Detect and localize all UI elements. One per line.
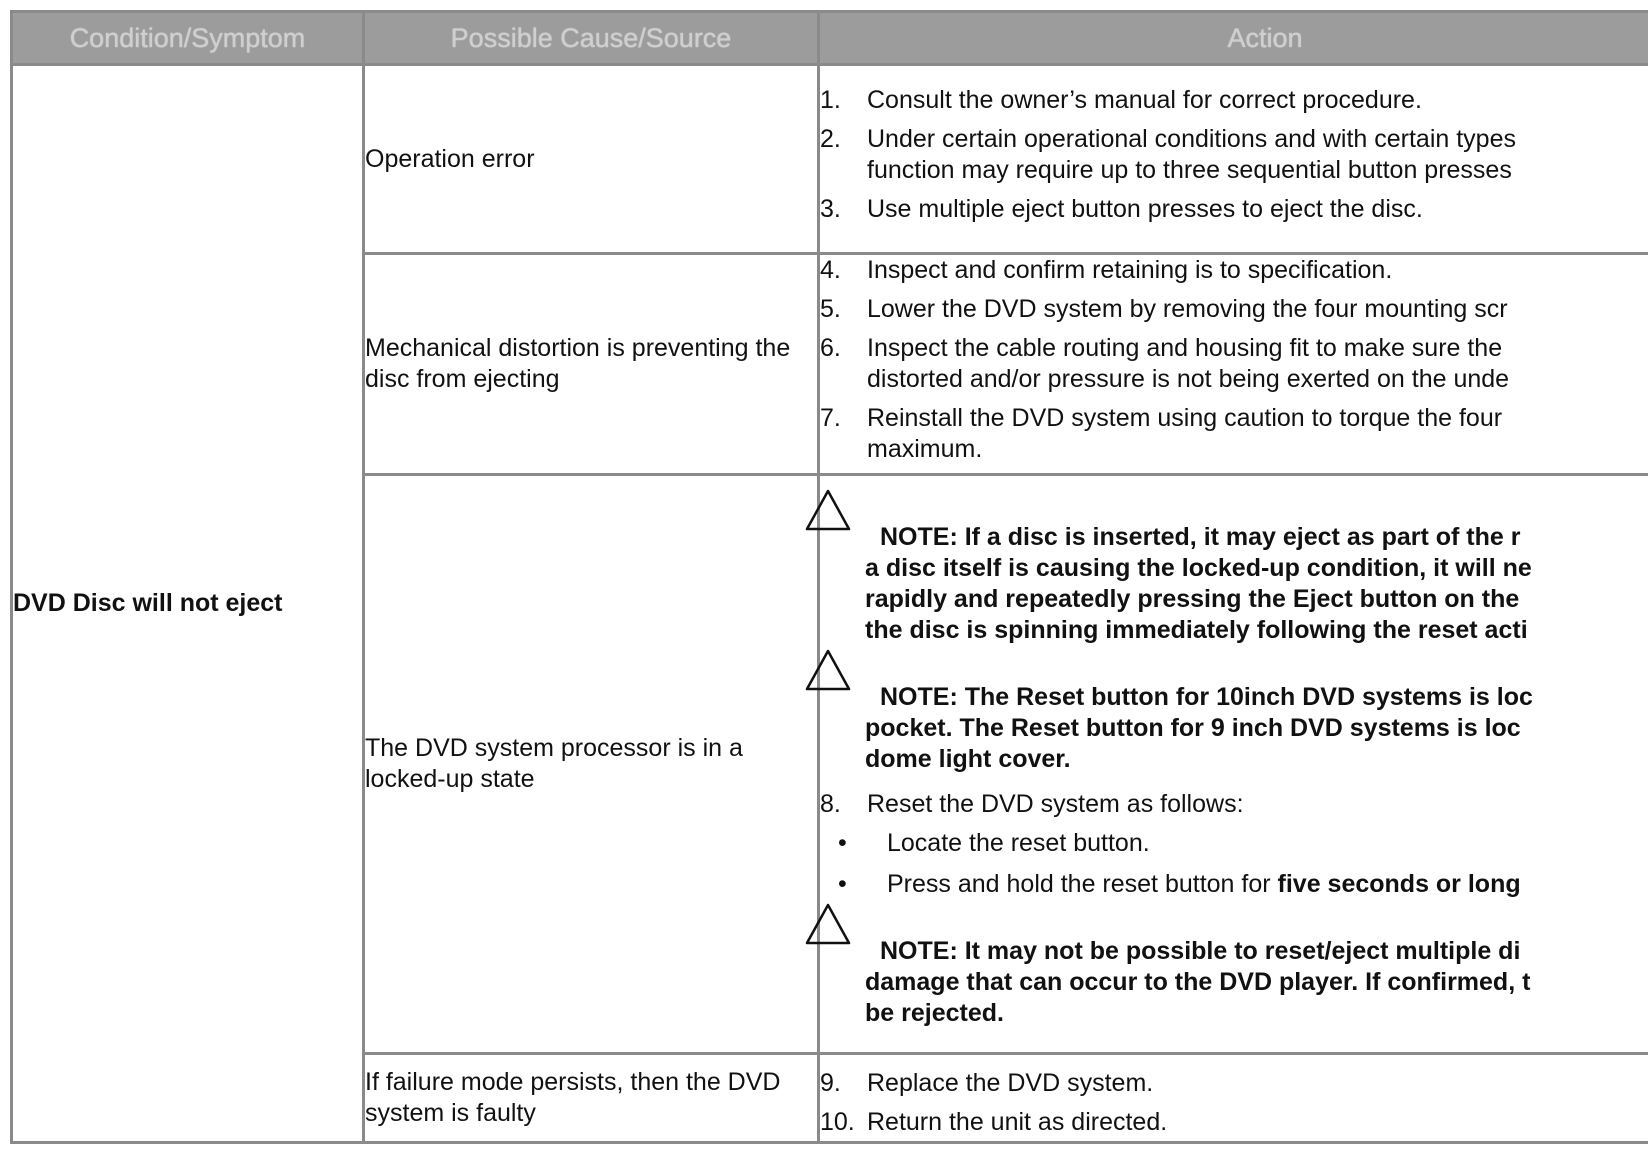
condition-cell: DVD Disc will not eject [12,65,364,1143]
note-line: pocket. The Reset button for 9 inch DVD systems is loc [865,713,1521,742]
note-line: be rejected. [865,998,1004,1027]
table-row [12,65,1648,254]
note-line: damage that can occur to the DVD player. If confirmed, t [865,967,1531,996]
step-text: Reinstall the DVD system using caution to torque the four maximum. [867,404,1503,463]
step-text: Under certain operational conditions and with certain types function may require up to three sequential button presses [867,125,1516,184]
cause-cell: If failure mode persists, then the DVD system is faulty [364,1054,819,1143]
note-block [820,522,1648,646]
step-text: Consult the owner’s manual for correct procedure. [867,86,1422,114]
action-cell [819,1054,1648,1143]
header-cause: Possible Cause/Source [364,12,819,65]
step-number: 8. [820,789,841,818]
action-cell [819,65,1648,254]
note-block [820,936,1648,1029]
action-step [820,294,1648,325]
cause-cell: Operation error [364,65,819,254]
action-steps [820,255,1648,465]
caution-triangle-icon [804,648,852,692]
caution-triangle-icon [804,488,852,532]
cause-cell: The DVD system processor is in a locked-up state [364,475,819,1054]
step-number: 3. [820,195,841,223]
step-text: Inspect and confirm retaining is to specification. [867,256,1393,284]
action-step [820,1107,1648,1138]
bullet-icon: • [838,869,847,898]
step-number: 6. [820,334,841,362]
caution-triangle-icon [804,902,852,946]
action-step [820,255,1648,286]
action-step [820,1068,1648,1099]
step-number: 1. [820,86,841,114]
action-step [820,194,1648,225]
header-action: Action [819,12,1648,65]
step-text: Replace the DVD system. [867,1069,1154,1097]
action-steps [820,789,1648,820]
step-text: Reset the DVD system as follows: [867,789,1244,818]
step-text: Use multiple eject button presses to eject the disc. [867,195,1423,223]
step-text: Inspect the cable routing and housing fit to make sure the distorted and/or pressure is not being exerted on the unde [867,334,1510,393]
step-number: 2. [820,125,841,153]
action-step [820,789,1648,820]
action-step [820,403,1648,465]
action-step [820,85,1648,116]
step-text: Return the unit as directed. [867,1108,1168,1136]
note-line: a disc itself is causing the locked-up condition, it will ne [865,553,1532,582]
step-text: Lower the DVD system by removing the four mounting scr [867,295,1508,323]
bullet-icon: • [838,828,847,857]
action-steps [820,1068,1648,1138]
header-row [12,12,1648,65]
action-cell [819,475,1648,1054]
action-cell [819,254,1648,475]
note-block [820,682,1648,775]
note-line: dome light cover. [865,744,1071,773]
step-number: 4. [820,256,841,284]
action-step [820,124,1648,186]
action-steps [820,85,1648,225]
bullet-emphasis: five seconds or long [1277,869,1521,898]
note-line: rapidly and repeatedly pressing the Eject button on the [865,584,1520,613]
step-number: 9. [820,1069,841,1097]
cause-cell: Mechanical distortion is preventing the disc from ejecting [364,254,819,475]
bullet-text: Press and hold the reset button for [887,869,1278,898]
note-line: the disc is spinning immediately following the reset acti [865,615,1528,644]
step-number: 7. [820,404,841,432]
step-number: 5. [820,295,841,323]
bullet-item [838,828,1648,859]
action-step [820,333,1648,395]
note-first-line: NOTE: The Reset button for 10inch DVD systems is loc [880,682,1533,711]
step-number: 10. [820,1108,855,1136]
note-first-line: NOTE: If a disc is inserted, it may eject as part of the r [880,522,1521,551]
note-first-line: NOTE: It may not be possible to reset/eject multiple di [880,936,1521,965]
troubleshooting-table [10,10,1648,1144]
bullet-item [838,869,1648,900]
bullet-text: Locate the reset button. [887,828,1150,857]
header-condition: Condition/Symptom [12,12,364,65]
